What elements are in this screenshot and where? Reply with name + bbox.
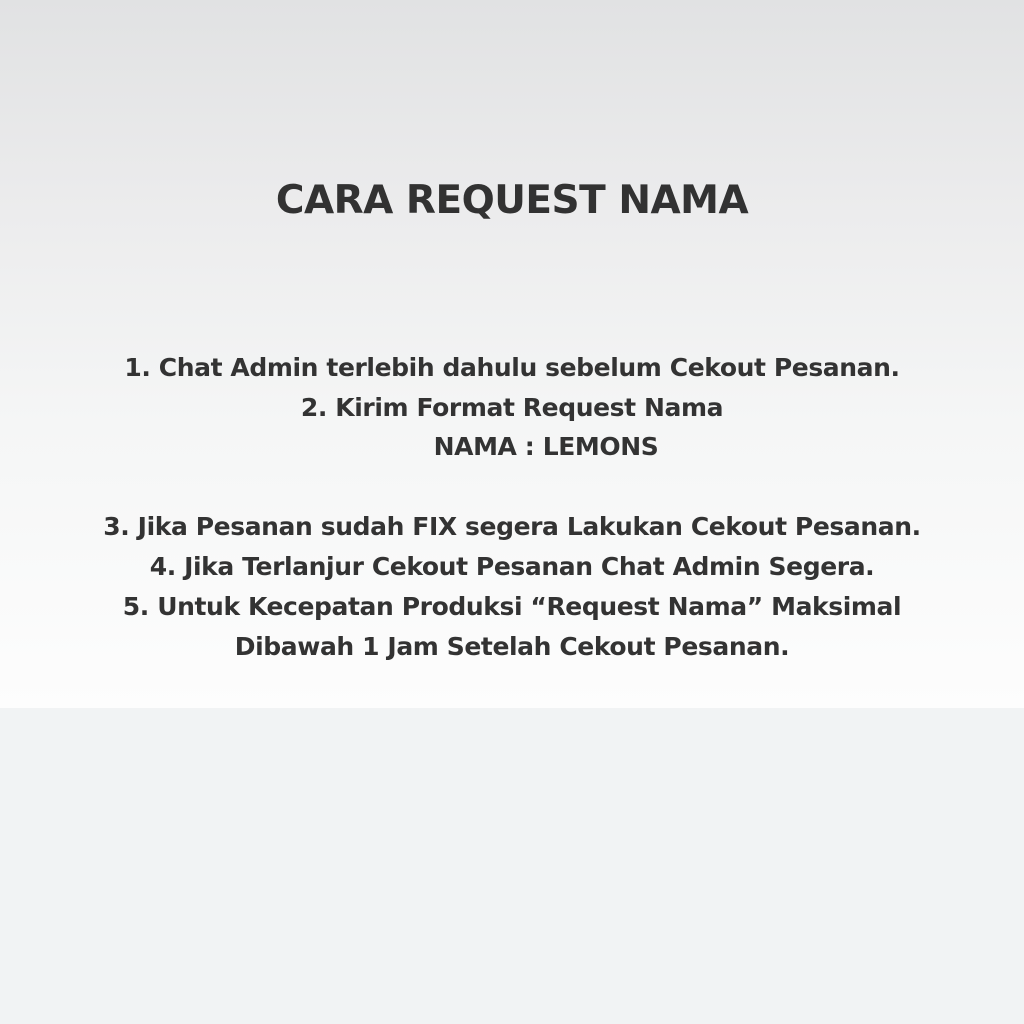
instruction-step-1: 1. Chat Admin terlebih dahulu sebelum Cekout Pesanan.	[124, 353, 900, 382]
page-title: CARA REQUEST NAMA	[275, 178, 749, 223]
instruction-step-5: 5. Untuk Kecepatan Produksi “Request Nama” Maksimal	[122, 592, 902, 621]
blank-background	[0, 708, 1024, 1024]
instruction-step-4: 4. Jika Terlanjur Cekout Pesanan Chat Admin Segera.	[149, 552, 875, 581]
instruction-step-3: 3. Jika Pesanan sudah FIX segera Lakukan Cekout Pesanan.	[103, 512, 921, 541]
instruction-step-2: 2. Kirim Format Request Nama	[300, 393, 724, 422]
name-format-example: NAMA : LEMONS	[433, 432, 659, 461]
instruction-step-5-continued: Dibawah 1 Jam Setelah Cekout Pesanan.	[234, 632, 790, 661]
